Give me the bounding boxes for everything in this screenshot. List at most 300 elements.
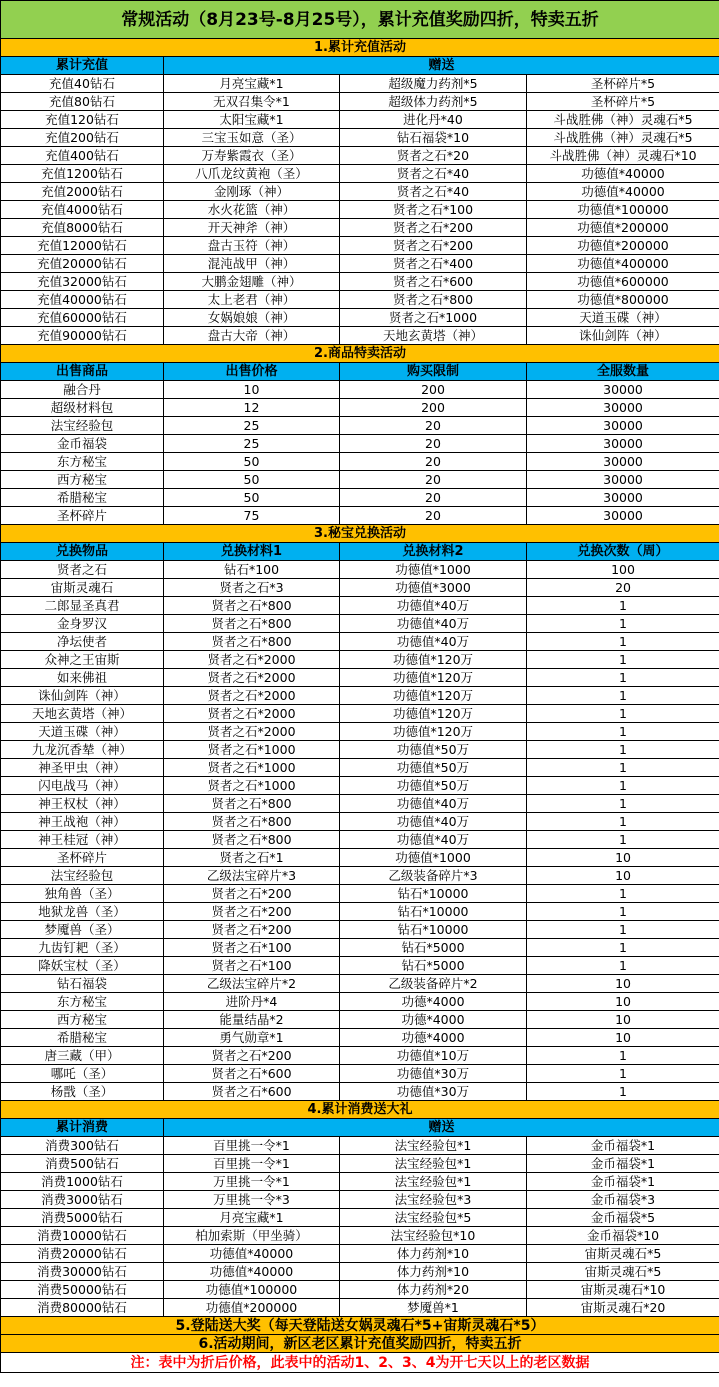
table-cell: 金刚琢（神）: [164, 183, 340, 201]
table-cell: 30000: [527, 471, 719, 489]
table-cell: 20: [340, 471, 527, 489]
column-header: 全服数量: [527, 363, 719, 381]
table-row: [1, 129, 719, 147]
table-cell: 1: [527, 1083, 719, 1101]
table-cell: 功德值*1000: [340, 561, 527, 579]
table-cell: 贤者之石*1000: [340, 309, 527, 327]
table-row: [1, 165, 719, 183]
table-cell: 贤者之石*100: [164, 957, 340, 975]
table-cell: 消费30000钻石: [1, 1263, 164, 1281]
title-row: [1, 1, 719, 39]
table-row: [1, 417, 719, 435]
table-row: [1, 1299, 719, 1317]
column-header: 兑换物品: [1, 543, 164, 561]
table-cell: 1: [527, 705, 719, 723]
table-cell: 20: [527, 579, 719, 597]
table-cell: 贤者之石*2000: [164, 669, 340, 687]
table-cell: 贤者之石*40: [340, 165, 527, 183]
table-row: [1, 867, 719, 885]
column-header: 赠送: [164, 57, 719, 75]
table-cell: 功德值*50万: [340, 759, 527, 777]
table-cell: 10: [527, 993, 719, 1011]
table-cell: 金币福袋*1: [527, 1173, 719, 1191]
table-cell: 法宝经验包*10: [340, 1227, 527, 1245]
section-header-row: [1, 57, 719, 75]
table-cell: 混沌战甲（神）: [164, 255, 340, 273]
table-cell: 超级体力药剂*5: [340, 93, 527, 111]
table-cell: 功德值*120万: [340, 723, 527, 741]
table-row: [1, 777, 719, 795]
table-row: [1, 75, 719, 93]
table-cell: 体力药剂*20: [340, 1281, 527, 1299]
table-cell: 25: [164, 417, 340, 435]
table-cell: 八爪龙纹黄袍（圣）: [164, 165, 340, 183]
table-cell: 万寿紫霞衣（圣）: [164, 147, 340, 165]
table-cell: 功德值*200000: [527, 219, 719, 237]
bonus-line-row: [1, 1317, 719, 1335]
table-row: [1, 1173, 719, 1191]
table-cell: 30000: [527, 381, 719, 399]
table-cell: 1: [527, 795, 719, 813]
table-cell: 法宝经验包*3: [340, 1191, 527, 1209]
table-row: [1, 813, 719, 831]
table-cell: 50: [164, 453, 340, 471]
table-cell: 功德*4000: [340, 1029, 527, 1047]
table-cell: 功德值*100000: [527, 201, 719, 219]
table-cell: 诛仙剑阵（神）: [527, 327, 719, 345]
table-cell: 1: [527, 615, 719, 633]
sheet-title: 常规活动（8月23号-8月25号），累计充值奖励四折，特卖五折: [1, 1, 719, 39]
column-header: 兑换材料2: [340, 543, 527, 561]
table-cell: 30000: [527, 435, 719, 453]
table-cell: 贤者之石*200: [164, 903, 340, 921]
table-cell: 10: [527, 867, 719, 885]
table-cell: 钻石福袋*10: [340, 129, 527, 147]
table-cell: 圣杯碎片*5: [527, 93, 719, 111]
table-cell: 贤者之石*2000: [164, 705, 340, 723]
table-cell: 充值40000钻石: [1, 291, 164, 309]
section-header-row: [1, 543, 719, 561]
table-row: [1, 327, 719, 345]
table-cell: 贤者之石*800: [164, 615, 340, 633]
table-cell: 金币福袋*10: [527, 1227, 719, 1245]
table-cell: 女娲娘娘（神）: [164, 309, 340, 327]
table-cell: 20: [340, 435, 527, 453]
table-cell: 1: [527, 1047, 719, 1065]
table-cell: 10: [527, 849, 719, 867]
table-cell: 功德值*40万: [340, 633, 527, 651]
footnote: 注：表中为折后价格，此表中的活动1、2、3、4为开七天以上的老区数据: [1, 1353, 719, 1373]
table-cell: 斗战胜佛（神）灵魂石*5: [527, 129, 719, 147]
table-row: [1, 219, 719, 237]
table-cell: 充值200钻石: [1, 129, 164, 147]
table-cell: 消费10000钻石: [1, 1227, 164, 1245]
table-row: [1, 1227, 719, 1245]
table-cell: 贤者之石*600: [164, 1083, 340, 1101]
table-cell: 西方秘宝: [1, 471, 164, 489]
table-cell: 贤者之石*100: [340, 201, 527, 219]
column-header: 累计消费: [1, 1119, 164, 1137]
table-cell: 贤者之石*800: [340, 291, 527, 309]
table-row: [1, 1083, 719, 1101]
table-cell: 无双召集令*1: [164, 93, 340, 111]
table-cell: 勇气勋章*1: [164, 1029, 340, 1047]
table-row: [1, 957, 719, 975]
section-title: 2.商品特卖活动: [1, 345, 719, 363]
table-cell: 钻石*100: [164, 561, 340, 579]
table-cell: 宙斯灵魂石: [1, 579, 164, 597]
table-cell: 乙级法宝碎片*2: [164, 975, 340, 993]
table-cell: 功德*4000: [340, 1011, 527, 1029]
table-cell: 10: [527, 1011, 719, 1029]
section-title-row: [1, 39, 719, 57]
table-row: [1, 759, 719, 777]
table-cell: 充值8000钻石: [1, 219, 164, 237]
section-title: 3.秘宝兑换活动: [1, 525, 719, 543]
table-row: [1, 1281, 719, 1299]
table-cell: 法宝经验包*1: [340, 1137, 527, 1155]
table-row: [1, 1155, 719, 1173]
table-cell: 月亮宝藏*1: [164, 75, 340, 93]
table-cell: 天道玉碟（神）: [527, 309, 719, 327]
table-cell: 金币福袋*5: [527, 1209, 719, 1227]
table-cell: 天地玄黄塔（神）: [340, 327, 527, 345]
table-row: [1, 237, 719, 255]
table-cell: 钻石*10000: [340, 921, 527, 939]
table-row: [1, 453, 719, 471]
table-row: [1, 597, 719, 615]
table-row: [1, 489, 719, 507]
table-cell: 充值60000钻石: [1, 309, 164, 327]
table-cell: 贤者之石*800: [164, 795, 340, 813]
table-cell: 贤者之石*600: [340, 273, 527, 291]
table-cell: 乙级法宝碎片*3: [164, 867, 340, 885]
table-cell: 充值80钻石: [1, 93, 164, 111]
table-cell: 200: [340, 381, 527, 399]
table-cell: 功德值*40000: [527, 165, 719, 183]
table-cell: 超级材料包: [1, 399, 164, 417]
table-cell: 消费50000钻石: [1, 1281, 164, 1299]
table-cell: 功德值*40万: [340, 813, 527, 831]
table-cell: 1: [527, 723, 719, 741]
table-cell: 充值12000钻石: [1, 237, 164, 255]
table-row: [1, 1011, 719, 1029]
table-cell: 充值32000钻石: [1, 273, 164, 291]
table-cell: 万里挑一令*3: [164, 1191, 340, 1209]
table-cell: 贤者之石*200: [340, 237, 527, 255]
table-row: [1, 831, 719, 849]
bonus-line-row: [1, 1335, 719, 1353]
table-cell: 50: [164, 489, 340, 507]
table-cell: 1: [527, 1065, 719, 1083]
table-cell: 1: [527, 813, 719, 831]
table-cell: 贤者之石*800: [164, 831, 340, 849]
note-row: [1, 1353, 719, 1373]
table-cell: 地狱龙兽（圣）: [1, 903, 164, 921]
table-row: [1, 147, 719, 165]
table-row: [1, 705, 719, 723]
table-cell: 充值2000钻石: [1, 183, 164, 201]
table-cell: 法宝经验包*1: [340, 1155, 527, 1173]
table-cell: 斗战胜佛（神）灵魂石*10: [527, 147, 719, 165]
table-cell: 消费3000钻石: [1, 1191, 164, 1209]
table-cell: 功德值*40万: [340, 831, 527, 849]
table-cell: 消费1000钻石: [1, 1173, 164, 1191]
table-cell: 钻石*10000: [340, 885, 527, 903]
table-row: [1, 615, 719, 633]
table-cell: 功德值*120万: [340, 687, 527, 705]
table-cell: 20: [340, 453, 527, 471]
table-row: [1, 399, 719, 417]
table-cell: 功德值*200000: [164, 1299, 340, 1317]
table-row: [1, 201, 719, 219]
table-row: [1, 471, 719, 489]
table-cell: 金身罗汉: [1, 615, 164, 633]
table-cell: 贤者之石*1000: [164, 741, 340, 759]
table-cell: 净坛使者: [1, 633, 164, 651]
table-cell: 西方秘宝: [1, 1011, 164, 1029]
table-cell: 20: [340, 507, 527, 525]
table-cell: 1: [527, 921, 719, 939]
table-row: [1, 687, 719, 705]
table-cell: 充值90000钻石: [1, 327, 164, 345]
table-cell: 功德*4000: [340, 993, 527, 1011]
table-cell: 功德值*1000: [340, 849, 527, 867]
table-cell: 75: [164, 507, 340, 525]
table-cell: 充值120钻石: [1, 111, 164, 129]
table-cell: 圣杯碎片*5: [527, 75, 719, 93]
column-header: 赠送: [164, 1119, 719, 1137]
table-cell: 1: [527, 777, 719, 795]
table-cell: 降妖宝杖（圣）: [1, 957, 164, 975]
table-cell: 太阳宝藏*1: [164, 111, 340, 129]
table-cell: 功德值*120万: [340, 669, 527, 687]
table-cell: 贤者之石*600: [164, 1065, 340, 1083]
table-cell: 希腊秘宝: [1, 489, 164, 507]
table-cell: 宙斯灵魂石*10: [527, 1281, 719, 1299]
table-cell: 贤者之石*800: [164, 813, 340, 831]
table-cell: 30000: [527, 507, 719, 525]
table-cell: 功德值*50万: [340, 741, 527, 759]
table-cell: 功德值*40万: [340, 615, 527, 633]
table-cell: 超级魔力药剂*5: [340, 75, 527, 93]
table-cell: 1: [527, 651, 719, 669]
column-header: 购买限制: [340, 363, 527, 381]
table-row: [1, 1029, 719, 1047]
table-cell: 贤者之石*800: [164, 597, 340, 615]
table-cell: 50: [164, 471, 340, 489]
table-cell: 月亮宝藏*1: [164, 1209, 340, 1227]
table-cell: 消费80000钻石: [1, 1299, 164, 1317]
table-cell: 盘古大帝（神）: [164, 327, 340, 345]
table-row: [1, 849, 719, 867]
table-cell: 宙斯灵魂石*5: [527, 1245, 719, 1263]
table-cell: 30000: [527, 399, 719, 417]
table-cell: 功德值*600000: [527, 273, 719, 291]
table-cell: 进化丹*40: [340, 111, 527, 129]
table-cell: 100: [527, 561, 719, 579]
table-cell: 神王桂冠（神）: [1, 831, 164, 849]
table-cell: 功德值*800000: [527, 291, 719, 309]
table-cell: 万里挑一令*1: [164, 1173, 340, 1191]
table-cell: 1: [527, 939, 719, 957]
table-row: [1, 309, 719, 327]
table-row: [1, 903, 719, 921]
table-row: [1, 507, 719, 525]
table-cell: 神王战袍（神）: [1, 813, 164, 831]
table-cell: 1: [527, 597, 719, 615]
table-row: [1, 111, 719, 129]
table-cell: 1: [527, 957, 719, 975]
table-cell: 消费5000钻石: [1, 1209, 164, 1227]
table-row: [1, 381, 719, 399]
table-row: [1, 579, 719, 597]
table-cell: 金币福袋: [1, 435, 164, 453]
section-title-row: [1, 1101, 719, 1119]
section-title: 1.累计充值活动: [1, 39, 719, 57]
table-row: [1, 1065, 719, 1083]
table-cell: 体力药剂*10: [340, 1245, 527, 1263]
table-row: [1, 885, 719, 903]
table-cell: 神王权杖（神）: [1, 795, 164, 813]
table-row: [1, 183, 719, 201]
table-row: [1, 93, 719, 111]
table-cell: 柏加索斯（甲坐骑）: [164, 1227, 340, 1245]
table-cell: 哪吒（圣）: [1, 1065, 164, 1083]
table-cell: 贤者之石*200: [340, 219, 527, 237]
table-cell: 天地玄黄塔（神）: [1, 705, 164, 723]
section-header-row: [1, 1119, 719, 1137]
table-cell: 充值20000钻石: [1, 255, 164, 273]
table-cell: 1: [527, 759, 719, 777]
table-row: [1, 741, 719, 759]
table-cell: 乙级装备碎片*3: [340, 867, 527, 885]
table-cell: 1: [527, 741, 719, 759]
table-cell: 消费20000钻石: [1, 1245, 164, 1263]
table-cell: 金币福袋*1: [527, 1137, 719, 1155]
table-row: [1, 1191, 719, 1209]
table-cell: 钻石福袋: [1, 975, 164, 993]
table-row: [1, 1047, 719, 1065]
table-cell: 法宝经验包*5: [340, 1209, 527, 1227]
section-title: 4.累计消费送大礼: [1, 1101, 719, 1119]
table-cell: 功德值*120万: [340, 651, 527, 669]
table-cell: 法宝经验包: [1, 867, 164, 885]
table-row: [1, 291, 719, 309]
table-cell: 充值4000钻石: [1, 201, 164, 219]
table-cell: 唐三藏（甲）: [1, 1047, 164, 1065]
table-cell: 独角兽（圣）: [1, 885, 164, 903]
table-cell: 大鹏金翅雕（神）: [164, 273, 340, 291]
table-cell: 充值40钻石: [1, 75, 164, 93]
table-cell: 功德值*40000: [164, 1263, 340, 1281]
table-cell: 杨戬（圣）: [1, 1083, 164, 1101]
table-cell: 太上老君（神）: [164, 291, 340, 309]
table-cell: 1: [527, 633, 719, 651]
table-cell: 30000: [527, 489, 719, 507]
table-cell: 功德值*100000: [164, 1281, 340, 1299]
table-cell: 能量结晶*2: [164, 1011, 340, 1029]
table-cell: 宙斯灵魂石*5: [527, 1263, 719, 1281]
table-cell: 二郎显圣真君: [1, 597, 164, 615]
table-cell: 梦魇兽（圣）: [1, 921, 164, 939]
table-cell: 金币福袋*1: [527, 1155, 719, 1173]
table-cell: 贤者之石*200: [164, 921, 340, 939]
table-cell: 功德值*3000: [340, 579, 527, 597]
table-cell: 钻石*5000: [340, 939, 527, 957]
table-cell: 1: [527, 831, 719, 849]
table-cell: 钻石*5000: [340, 957, 527, 975]
table-cell: 功德值*400000: [527, 255, 719, 273]
table-cell: 神圣甲虫（神）: [1, 759, 164, 777]
table-cell: 充值400钻石: [1, 147, 164, 165]
table-row: [1, 1263, 719, 1281]
table-cell: 1: [527, 903, 719, 921]
table-row: [1, 993, 719, 1011]
table-row: [1, 651, 719, 669]
table-cell: 10: [527, 1029, 719, 1047]
table-cell: 贤者之石*3: [164, 579, 340, 597]
table-row: [1, 633, 719, 651]
table-cell: 10: [527, 975, 719, 993]
column-header: 累计充值: [1, 57, 164, 75]
table-cell: 百里挑一令*1: [164, 1155, 340, 1173]
table-cell: 诛仙剑阵（神）: [1, 687, 164, 705]
table-cell: 宙斯灵魂石*20: [527, 1299, 719, 1317]
table-cell: 天道玉碟（神）: [1, 723, 164, 741]
section-title-row: [1, 345, 719, 363]
table-row: [1, 669, 719, 687]
table-cell: 圣杯碎片: [1, 507, 164, 525]
table-cell: 法宝经验包: [1, 417, 164, 435]
table-cell: 贤者之石*400: [340, 255, 527, 273]
table-cell: 希腊秘宝: [1, 1029, 164, 1047]
table-cell: 百里挑一令*1: [164, 1137, 340, 1155]
table-cell: 功德值*30万: [340, 1065, 527, 1083]
table-cell: 开天神斧（神）: [164, 219, 340, 237]
table-cell: 贤者之石*1000: [164, 759, 340, 777]
bonus-line: 5.登陆送大奖（每天登陆送女娲灵魂石*5+宙斯灵魂石*5）: [1, 1317, 719, 1335]
table-cell: 体力药剂*10: [340, 1263, 527, 1281]
table-cell: 1: [527, 687, 719, 705]
column-header: 出售商品: [1, 363, 164, 381]
table-cell: 圣杯碎片: [1, 849, 164, 867]
table-cell: 贤者之石*1: [164, 849, 340, 867]
table-cell: 贤者之石: [1, 561, 164, 579]
bonus-line: 6.活动期间，新区老区累计充值奖励四折，特卖五折: [1, 1335, 719, 1353]
table-row: [1, 939, 719, 957]
table-row: [1, 255, 719, 273]
table-row: [1, 435, 719, 453]
table-cell: 25: [164, 435, 340, 453]
table-cell: 闪电战马（神）: [1, 777, 164, 795]
table-cell: 功德值*30万: [340, 1083, 527, 1101]
table-cell: 消费500钻石: [1, 1155, 164, 1173]
table-cell: 九齿钉耙（圣）: [1, 939, 164, 957]
table-cell: 贤者之石*100: [164, 939, 340, 957]
table-row: [1, 975, 719, 993]
table-cell: 功德值*10万: [340, 1047, 527, 1065]
table-cell: 金币福袋*3: [527, 1191, 719, 1209]
table-row: [1, 273, 719, 291]
table-row: [1, 561, 719, 579]
table-cell: 融合丹: [1, 381, 164, 399]
table-cell: 贤者之石*2000: [164, 687, 340, 705]
table-cell: 消费300钻石: [1, 1137, 164, 1155]
table-cell: 10: [164, 381, 340, 399]
table-cell: 梦魇兽*1: [340, 1299, 527, 1317]
table-row: [1, 1209, 719, 1227]
